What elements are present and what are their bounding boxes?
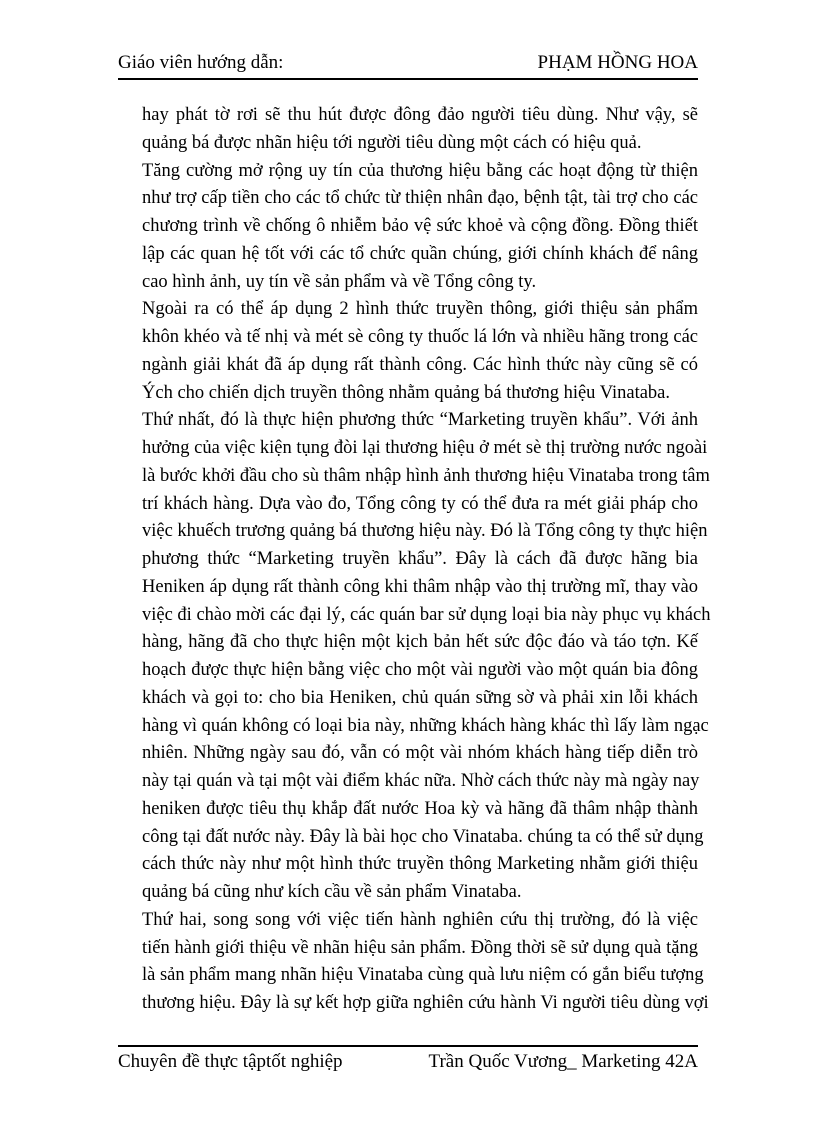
- body-text: [118, 102, 711, 1018]
- body-line: trí khách hàng. Dựa vào đo, Tổng công ty có thể đưa ra mét giải pháp cho: [142, 493, 698, 514]
- body-line: cách thức này như một hình thức truyền thông Marketing nhằm giới thiệu: [142, 854, 698, 875]
- header-advisor-label: Giáo viên hướng dẫn:: [118, 52, 284, 73]
- body-line: Heniken áp dụng rất thành công khi thâm nhập vào thị trường mĩ, thay vào: [142, 576, 698, 597]
- footer-author: Trần Quốc Vương_ Marketing 42A: [428, 1051, 698, 1072]
- body-line: hoạch được thực hiện bằng việc cho một vài người vào một quán bia đông: [142, 660, 698, 680]
- body-line: là sản phẩm mang nhãn hiệu Vinataba cùng quà lưu niệm có gắn biểu tượng: [142, 965, 704, 986]
- body-line: hàng, hãng đã cho thực hiện một kịch bản hết sức độc đáo và táo tợn. Kế: [142, 632, 698, 653]
- body-line: Ngoài ra có thể áp dụng 2 hình thức truyền thông, giới thiệu sản phẩm: [142, 299, 698, 320]
- header-advisor-name: PHẠM HỒNG HOA: [537, 52, 698, 73]
- page-footer: [118, 1045, 698, 1075]
- body-line: khách và gọi to: cho bia Heniken, chủ quán sững sờ và phải xin lỗi khách: [142, 687, 698, 708]
- body-line: phương thức “Marketing truyền khẩu”. Đây là cách đã được hãng bia: [142, 549, 698, 569]
- body-line: hưởng của việc kiện tụng đòi lại thương hiệu ở mét sè thị trường nước ngoài: [142, 438, 708, 458]
- body-line: chương trình về chống ô nhiễm bảo vệ sức khoẻ và cộng đồng. Đồng thiết: [142, 216, 698, 236]
- footer-document-title: Chuyên đề thực tậptốt nghiệp: [118, 1051, 343, 1072]
- body-line: heniken được tiêu thụ khắp đất nước Hoa kỳ và hãng đã thâm nhập thành: [142, 798, 698, 819]
- body-line: lập các quan hệ tốt với các tổ chức quần chúng, giới chính khách để nâng: [142, 243, 698, 264]
- body-line: là bước khởi đầu cho sù thâm nhập hình ảnh thương hiệu Vinataba trong tâm: [142, 465, 710, 486]
- body-line: nhiên. Những ngày sau đó, vẫn có một vài nhóm khách hàng tiếp diễn trò: [142, 743, 698, 764]
- body-line: Ých cho chiến dịch truyền thông nhằm quảng bá thương hiệu Vinataba.: [142, 382, 670, 403]
- body-line: Tăng cường mở rộng uy tín của thương hiệu bằng các hoạt động từ thiện: [142, 160, 698, 181]
- body-line: hàng vì quán không có loại bia này, những khách hàng khác thì lấy làm ngạc: [142, 715, 709, 736]
- body-line: Thứ hai, song song với việc tiến hành nghiên cứu thị trường, đó là việc: [142, 909, 698, 930]
- body-line: ngành giải khát đã áp dụng rất thành công. Các hình thức này cũng sẽ có: [142, 354, 698, 375]
- body-line: tiến hành giới thiệu về nhãn hiệu sản phẩm. Đồng thời sẽ sử dụng quà tặng: [142, 937, 698, 958]
- body-line: công tại đất nước này. Đây là bài học cho Vinataba. chúng ta có thể sử dụng: [142, 826, 704, 847]
- body-line: cao hình ảnh, uy tín về sản phẩm và về Tổng công ty.: [142, 271, 537, 292]
- body-line: như trợ cấp tiền cho các tổ chức từ thiện nhân đạo, bệnh tật, tài trợ cho các: [142, 188, 698, 209]
- page-header: [118, 50, 698, 80]
- body-line: quảng bá cũng như kích cầu về sản phẩm Vinataba.: [142, 882, 522, 902]
- body-line: việc khuếch trương quảng bá thương hiệu này. Đó là Tổng công ty thực hiện: [142, 521, 708, 542]
- body-line: hay phát tờ rơi sẽ thu hút được đông đảo người tiêu dùng. Như vậy, sẽ: [142, 105, 698, 125]
- body-line: quảng bá được nhãn hiệu tới người tiêu dùng một cách có hiệu quả.: [142, 132, 642, 153]
- body-line: khôn khéo và tế nhị và mét sè công ty thuốc lá lớn và nhiều hãng trong các: [142, 327, 698, 347]
- body-line: Thứ nhất, đó là thực hiện phương thức “Marketing truyền khẩu”. Với ảnh: [142, 410, 698, 431]
- body-line: này tại quán và tại một vài điểm khác nữa. Nhờ cách thức này mà ngày nay: [142, 771, 700, 791]
- body-line: thương hiệu. Đây là sự kết hợp giữa nghiên cứu hành Vi người tiêu dùng vợi: [142, 993, 709, 1013]
- body-line: việc đi chào mời các đại lý, các quán bar sử dụng loại bia này phục vụ khách: [142, 604, 711, 625]
